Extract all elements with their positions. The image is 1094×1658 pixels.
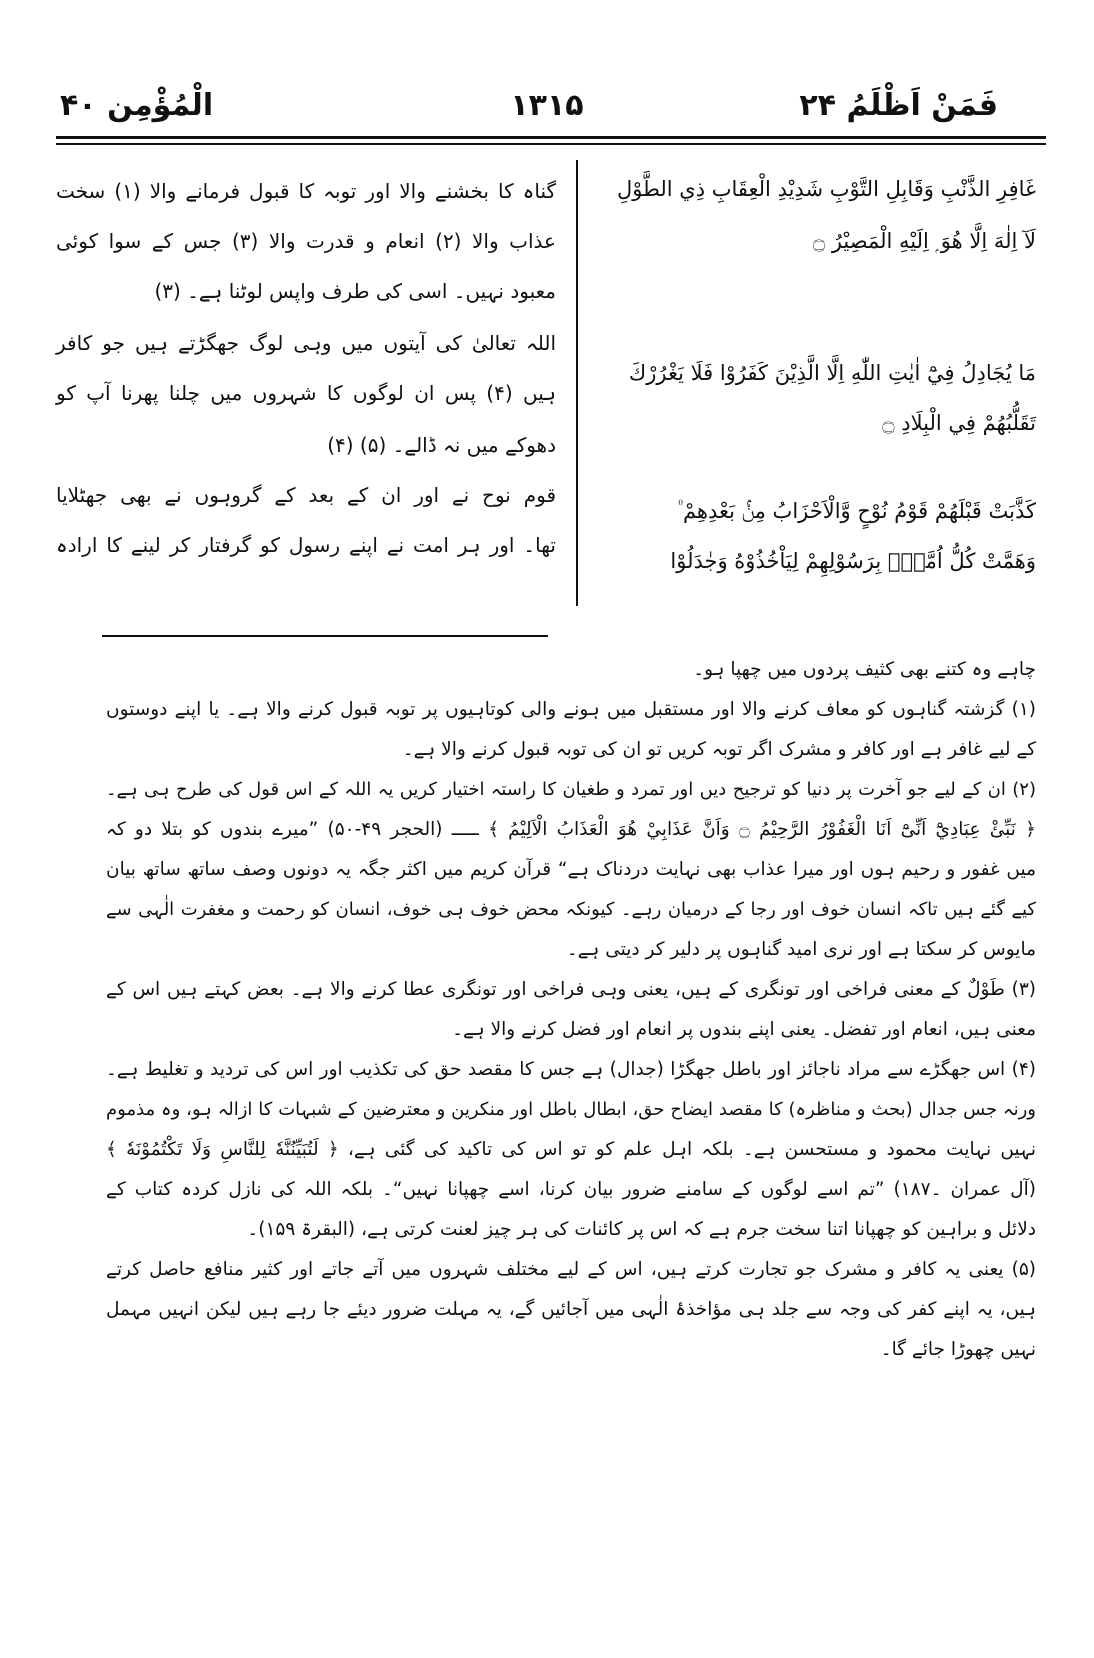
translation-line: ہیں (۴) پس ان لوگوں کا شہروں میں چلنا پھرنا آپ کو [56,381,556,405]
juz-title: فَمَنْ اَظْلَمُ ۲۴ [799,88,998,123]
arabic-verse-line: لَآ اِلٰهَ اِلَّا هُوَ ۭ اِلَيْهِ الْمَصِيْرُ ۝ [812,229,1036,253]
footnote-line: دلائل و براہین کو چھپانا اتنا سخت جرم ہے کہ اس پر کائنات کی ہر چیز لعنت کرتی ہے، (البقرۃ ۱۵۹)۔ [247,1219,1036,1240]
header-rule-thin [56,143,1046,145]
translation-line: معبود نہیں۔ اسی کی طرف واپس لوٹنا ہے۔ (۳) [154,279,556,303]
translation-line: گناہ کا بخشنے والا اور توبہ کا قبول فرمانے والا (۱) سخت [56,179,557,203]
footnote-line: (آل عمران ۔۱۸۷) ”تم اسے لوگوں کے سامنے ضرور بیان کرنا، اسے چھپانا نہیں“۔ بلکہ اللہ کی نازل کردہ کتاب کے [106,1179,1036,1200]
arabic-verse-line: مَا يُجَادِلُ فِيْٓ اٰيٰتِ اللّٰهِ اِلَّا الَّذِيْنَ كَفَرُوْا فَلَا يَغْرُرْكَ [628,361,1036,385]
arabic-verse-line: غَافِرِ الذَّنْبِ وَقَابِلِ التَّوْبِ شَدِيْدِ الْعِقَابِ ذِي الطَّوْلِ [617,177,1036,201]
footnote-line: معنی ہیں، انعام اور تفضل۔ یعنی اپنے بندوں پر انعام اور فضل کرنے والا ہے۔ [452,1019,1036,1040]
translation-line: دھوکے میں نہ ڈالے۔ (۵) (۴) [327,433,556,457]
footnote-line: چاہے وہ کتنے بھی کثیف پردوں میں چھپا ہو۔ [693,659,1036,680]
column-separator [576,160,578,606]
footnote-line: میں غفور و رحیم ہوں اور میرا عذاب بھی نہایت دردناک ہے“ قرآن کریم میں اکثر جگہ یہ دونوں وصف ساتھ ساتھ بیان [106,859,1036,880]
translation-line: عذاب والا (۲) انعام و قدرت والا (۳) جس کے سوا کوئی [56,229,556,253]
header-rule [56,136,1046,139]
footnote-line: مایوس کر سکتا ہے اور نری امید گناہوں پر دلیر کر دیتی ہے۔ [566,939,1036,960]
footnote-line: ورنہ جس جدال (بحث و مناظرہ) کا مقصد ایضاح حق، ابطال باطل اور منکرین و معترضین کے شبہات کا ازالہ ہو، وہ مذموم [106,1099,1036,1120]
footnote-line: ہیں، یہ اپنے کفر کی وجہ سے جلد ہی مؤاخذۂ الٰہی میں آجائیں گے، یہ مہلت ضرور دیئے جا رہے ہیں لیکن انہیں مہمل [106,1299,1036,1320]
footnote-line: نہیں چھوڑا جائے گا۔ [880,1339,1036,1360]
arabic-verse-line: وَهَمَّتْ كُلُّ اُمَّةٍۢ بِرَسُوْلِهِمْ لِيَاْخُذُوْهُ وَجٰدَلُوْا [670,549,1036,573]
footnote-line: (۲) ان کے لیے جو آخرت پر دنیا کو ترجیح دیں اور تمرد و طغیان کا راستہ اختیار کریں یہ اللہ کے اس قول کی طرح ہی ہے۔ [106,779,1036,800]
footnote-rule [102,635,548,637]
translation-line: تھا۔ اور ہر امت نے اپنے رسول کو گرفتار کر لینے کا ارادہ [56,533,556,557]
footnote-line: (۵) یعنی یہ کافر و مشرک جو تجارت کرتے ہیں، اس کے لیے مختلف شہروں میں آتے جاتے اور کثیر منافع حاصل کرتے [106,1259,1036,1280]
footnote-line: کے لیے غافر ہے اور کافر و مشرک اگر توبہ کریں تو ان کی توبہ قبول کرنے والا ہے۔ [402,739,1036,760]
translation-line: اللہ تعالیٰ کی آیتوں میں وہی لوگ جھگڑتے ہیں جو کافر [56,331,556,355]
footnote-line: (۱) گزشتہ گناہوں کو معاف کرنے والا اور مستقبل میں ہونے والی کوتاہیوں پر توبہ قبول کرنے والا ہے۔ یا اپنے دوستوں [106,699,1036,720]
arabic-verse-line: كَذَّبَتْ قَبْلَهُمْ قَوْمُ نُوْحٍ وَّالْاَحْزَابُ مِنْۢ بَعْدِهِمْ ۠ [677,499,1036,523]
footnote-line: (۳) طَوْلٌ کے معنی فراخی اور تونگری کے ہیں، یعنی وہی فراخی اور تونگری عطا کرنے والا ہے۔ بعض کہتے ہیں اس کے [106,979,1036,1000]
footnote-line: ﴿ نَبِّئْ عِبَادِيْٓ اَنِّىْٓ اَنَا الْغَفُوْرُ الرَّحِيْمُ ۝ وَاَنَّ عَذَابِيْ هُوَ الْعَذَابُ الْاَلِيْمُ ﴾ ـــــ (الحجر ۴۹-۵۰) ”میرے بندوں کو بتلا دو کہ [106,819,1036,840]
footnote-line: (۴) اس جھگڑے سے مراد ناجائز اور باطل جھگڑا (جدال) ہے جس کا مقصد حق کی تکذیب اور اس کی تردید و تغلیط ہے۔ [106,1059,1036,1080]
surah-title: الْمُؤْمِن ۴۰ [60,88,214,123]
page-number: ۱۳۱۵ [510,88,584,123]
arabic-verse-line: تَقَلُّبُهُمْ فِي الْبِلَادِ ۝ [882,411,1036,435]
footnote-line: کیے گئے ہیں تاکہ انسان خوف اور رجا کے درمیان رہے۔ کیونکہ محض خوف ہی خوف، انسان کو رحمت و مغفرت الٰہی سے [106,899,1036,920]
footnote-line: نہیں نہایت محمود و مستحسن ہے۔ بلکہ اہل علم کو تو اس کی تاکید کی گئی ہے، ﴿ لَتُبَيِّنُنَّهٗ لِلنَّاسِ وَلَا تَكْتُمُوْنَهٗ ﴾ [106,1139,1036,1160]
translation-line: قوم نوح نے اور ان کے بعد کے گروہوں نے بھی جھٹلایا [56,483,556,507]
